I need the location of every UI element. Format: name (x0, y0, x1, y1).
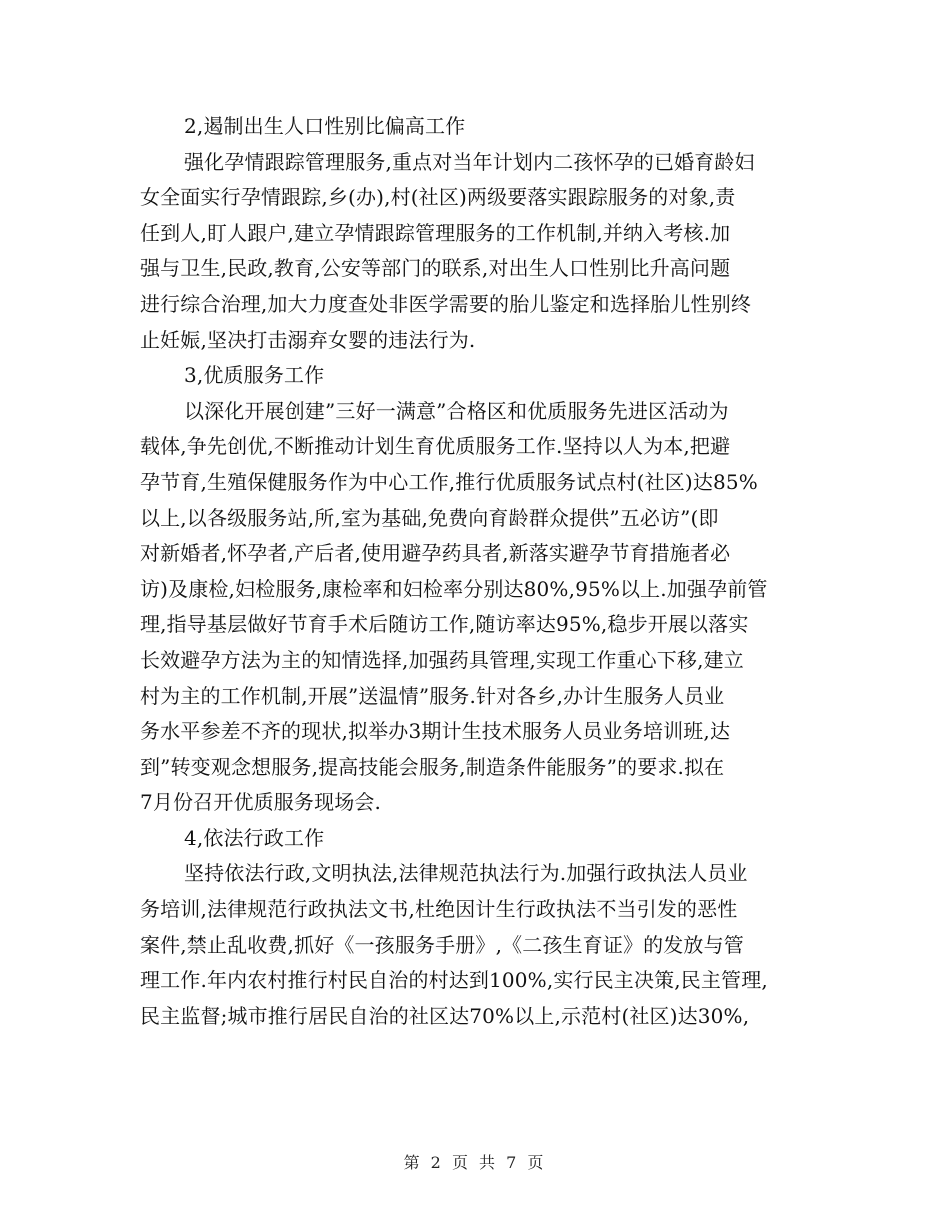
paragraph-line: 理,指导基层做好节育手术后随访工作,随访率达95%,稳步开展以落实 (140, 612, 749, 637)
paragraph-line: 7月份召开优质服务现场会. (140, 790, 382, 815)
section-heading: 3,优质服务工作 (184, 363, 325, 388)
paragraph-line: 村为主的工作机制,开展”送温情”服务.针对各乡,办计生服务人员业 (140, 683, 725, 708)
paragraph-line: 进行综合治理,加大力度查处非医学需要的胎儿鉴定和选择胎儿性别终 (140, 291, 752, 316)
section-heading: 2,遏制出生人口性别比偏高工作 (184, 114, 466, 138)
paragraph-line: 访)及康检,妇检服务,康检率和妇检率分别达80%,95%以上.加强孕前管 (140, 576, 768, 601)
paragraph-line: 案件,禁止乱收费,抓好《一孩服务手册》,《二孩生育证》的发放与管 (140, 932, 744, 957)
paragraph-line: 对新婚者,怀孕者,产后者,使用避孕药具者,新落实避孕节育措施者必 (140, 541, 731, 566)
paragraph-line: 长效避孕方法为主的知情选择,加强药具管理,实现工作重心下移,建立 (140, 647, 744, 672)
paragraph-line: 孕节育,生殖保健服务作为中心工作,推行优质服务试点村(社区)达85% (140, 469, 758, 494)
paragraph-line: 以深化开展创建”三好一满意”合格区和优质服务先进区活动为 (184, 398, 729, 423)
paragraph-line: 强化孕情跟踪管理服务,重点对当年计划内二孩怀孕的已婚育龄妇 (184, 149, 755, 174)
paragraph-line: 务培训,法律规范行政执法文书,杜绝因计生行政执法不当引发的恶性 (140, 897, 738, 922)
page-number: 第 2 页 共 7 页 (403, 1153, 547, 1172)
paragraph-line: 强与卫生,民政,教育,公安等部门的联系,对出生人口性别比升高问题 (140, 256, 731, 281)
paragraph-line: 务水平参差不齐的现状,拟举办3期计生技术服务人员业务培训班,达 (140, 719, 731, 744)
section-heading: 4,依法行政工作 (184, 825, 325, 850)
paragraph-line: 坚持依法行政,文明执法,法律规范执法行为.加强行政执法人员业 (184, 861, 748, 886)
paragraph-line: 到”转变观念想服务,提高技能会服务,制造条件能服务”的要求.拟在 (140, 754, 725, 779)
document-body (140, 109, 810, 1034)
paragraph-line: 女全面实行孕情跟踪,乡(办),村(社区)两级要落实跟踪服务的对象,责 (140, 185, 736, 210)
paragraph-line: 任到人,盯人跟户,建立孕情跟踪管理服务的工作机制,并纳入考核.加 (140, 220, 731, 245)
paragraph-line: 以上,以各级服务站,所,室为基础,免费向育龄群众提供”五必访”(即 (140, 505, 719, 530)
paragraph-line: 止妊娠,坚决打击溺弃女婴的违法行为. (140, 327, 476, 352)
paragraph-line: 民主监督;城市推行居民自治的社区达70%以上,示范村(社区)达30%, (140, 1003, 750, 1028)
paragraph-line: 载体,争先创优,不断推动计划生育优质服务工作.坚持以人为本,把避 (140, 434, 731, 459)
paragraph-line: 理工作.年内农村推行村民自治的村达到100%,实行民主决策,民主管理, (140, 968, 768, 993)
